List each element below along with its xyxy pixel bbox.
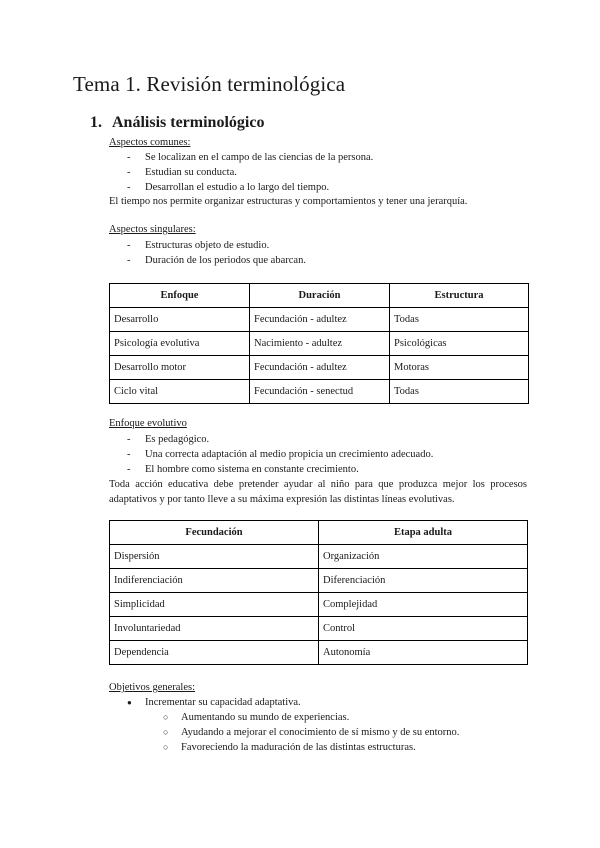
aspectos-comunes-list — [127, 150, 373, 195]
table-cell: Control — [319, 617, 528, 641]
section-heading — [90, 114, 264, 132]
table-cell: Organización — [319, 545, 528, 569]
table-cell: Psicología evolutiva — [110, 332, 250, 356]
table-cell: Psicológicas — [390, 332, 529, 356]
list-item: - Estructuras objeto de estudio. — [127, 238, 306, 253]
page-title: Tema 1. Revisión terminológica — [73, 72, 346, 96]
table-cell: Complejidad — [319, 593, 528, 617]
table-header-row — [110, 521, 528, 545]
table-cell: Dispersión — [110, 545, 319, 569]
table-cell: Nacimiento - adultez — [250, 332, 390, 356]
table-row — [110, 308, 529, 332]
table-header-cell: Etapa adulta — [319, 521, 528, 545]
list-item: - Estudian su conducta. — [127, 165, 373, 180]
table-cell: Fecundación - senectud — [250, 380, 390, 404]
table-cell: Todas — [390, 380, 529, 404]
table-row — [110, 332, 529, 356]
table-cell: Todas — [390, 308, 529, 332]
table-row — [110, 380, 529, 404]
table-cell: Indiferenciación — [110, 569, 319, 593]
table-cell: Simplicidad — [110, 593, 319, 617]
table-row — [110, 593, 528, 617]
table-cell: Fecundación - adultez — [250, 356, 390, 380]
objetivos-sublist — [127, 710, 459, 755]
list-item: - Desarrollan el estudio a lo largo del tiempo. — [127, 180, 373, 195]
aspectos-comunes-heading: Aspectos comunes: — [109, 137, 191, 148]
table-cell: Dependencia — [110, 641, 319, 665]
table-header-row — [110, 284, 529, 308]
table-cell: Desarrollo motor — [110, 356, 250, 380]
list-item: - Una correcta adaptación al medio propicia un crecimiento adecuado. — [127, 447, 433, 462]
table-row — [110, 617, 528, 641]
table-header-cell: Fecundación — [110, 521, 319, 545]
table-row — [110, 641, 528, 665]
enfoque-evolutivo-heading: Enfoque evolutivo — [109, 418, 187, 429]
sublist-container — [127, 710, 459, 755]
sublist-item: ○ Ayudando a mejorar el conocimiento de sí mismo y de su entorno. — [163, 725, 459, 740]
table-header-cell: Estructura — [390, 284, 529, 308]
table-cell: Motoras — [390, 356, 529, 380]
list-item: - Es pedagógico. — [127, 432, 433, 447]
table-cell: Ciclo vital — [110, 380, 250, 404]
list-item: - Duración de los periodos que abarcan. — [127, 253, 306, 268]
objetivos-heading: Objetivos generales: — [109, 682, 196, 693]
enfoque-evolutivo-list — [127, 432, 433, 477]
sublist-item: ○ Aumentando su mundo de experiencias. — [163, 710, 459, 725]
table-cell: Desarrollo — [110, 308, 250, 332]
table-cell: Involuntariedad — [110, 617, 319, 641]
list-item: ● Incrementar su capacidad adaptativa. — [127, 695, 459, 710]
section-number: 1. — [90, 114, 102, 131]
etapas-table — [109, 520, 528, 665]
aspectos-singulares-list — [127, 238, 306, 268]
table-row — [110, 545, 528, 569]
table-row — [110, 569, 528, 593]
table-cell: Fecundación - adultez — [250, 308, 390, 332]
table-cell: Autonomía — [319, 641, 528, 665]
table-cell: Diferenciación — [319, 569, 528, 593]
table-row — [110, 356, 529, 380]
list-item: - Se localizan en el campo de las ciencias de la persona. — [127, 150, 373, 165]
aspectos-comunes-note: El tiempo nos permite organizar estructuras y comportamientos y tener una jerarquía. — [109, 196, 468, 207]
objetivos-list — [127, 695, 459, 755]
enfoque-table — [109, 283, 529, 404]
table-header-cell: Enfoque — [110, 284, 250, 308]
section-title: Análisis terminológico — [112, 114, 265, 131]
table-header-cell: Duración — [250, 284, 390, 308]
list-item: - El hombre como sistema en constante crecimiento. — [127, 462, 433, 477]
enfoque-evolutivo-note: Toda acción educativa debe pretender ayudar al niño para que produzca mejor los procesos adaptativos y por tanto lleve a su máxima expresión las distintas líneas evolutivas. — [109, 479, 527, 505]
sublist-item: ○ Favoreciendo la maduración de las distintas estructuras. — [163, 740, 459, 755]
aspectos-singulares-heading: Aspectos singulares: — [109, 224, 196, 235]
